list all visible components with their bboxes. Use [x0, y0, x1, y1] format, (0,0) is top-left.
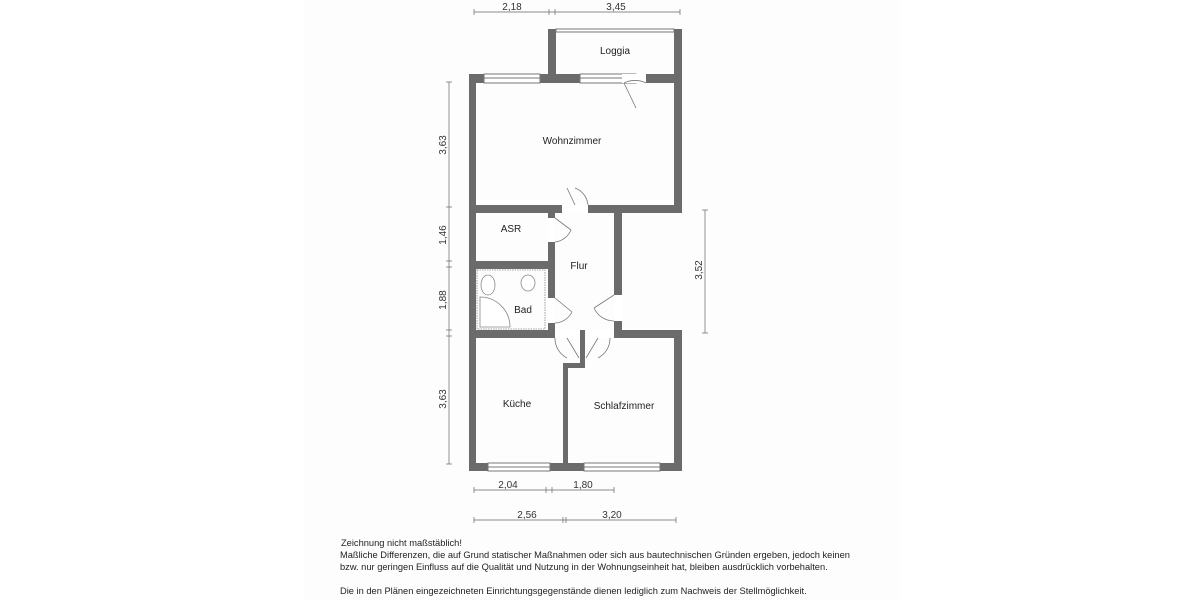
- shower-icon: [480, 297, 510, 327]
- dim-left-4: 3,63: [438, 389, 449, 409]
- room-labels: [501, 46, 655, 412]
- dim-bottom2-1: 2,56: [517, 510, 537, 521]
- dim-top-2: 3,45: [606, 2, 626, 13]
- note-differences-1: Maßliche Differenzen, die auf Grund statischer Maßnahmen oder sich aus bautechnischen Gründen ergeben, jedoch keinen: [340, 550, 850, 560]
- disclaimer-notes: [340, 537, 850, 597]
- room-label-wohnzimmer: Wohnzimmer: [542, 136, 602, 147]
- toilet-icon: [521, 275, 535, 291]
- bathroom-fixtures: [477, 270, 545, 329]
- dim-bottom1-1: 2,04: [498, 480, 518, 491]
- dim-left-2: 1,46: [438, 225, 449, 245]
- note-scale: Zeichnung nicht maßstäblich!: [341, 538, 462, 548]
- dim-bottom2-2: 3,20: [602, 510, 622, 521]
- sink-icon: [481, 275, 495, 295]
- room-label-schlafzimmer: Schlafzimmer: [593, 401, 655, 412]
- dim-bottom1-2: 1,80: [573, 480, 593, 491]
- room-label-asr: ASR: [500, 224, 522, 235]
- doors: [548, 74, 646, 358]
- room-label-bad: Bad: [514, 305, 532, 316]
- note-furniture: Die in den Plänen eingezeichneten Einrichtungsgegenstände dienen lediglich zum Nachweis der Stellmöglichkeit.: [340, 586, 807, 596]
- room-label-flur: Flur: [570, 261, 588, 272]
- note-spacer: [340, 573, 850, 585]
- dim-right-1: 3,52: [694, 260, 705, 280]
- dim-left-3: 1,88: [438, 290, 449, 310]
- note-differences-2: bzw. nur geringen Einfluss auf die Qualität und Nutzung in der Wohnungseinheit hat, bleiben ausdrücklich vorbehalten.: [340, 562, 828, 572]
- room-label-loggia: Loggia: [599, 46, 631, 57]
- room-label-kueche: Küche: [502, 399, 532, 410]
- dim-top-1: 2,18: [502, 2, 522, 13]
- dim-left-1: 3,63: [438, 135, 449, 155]
